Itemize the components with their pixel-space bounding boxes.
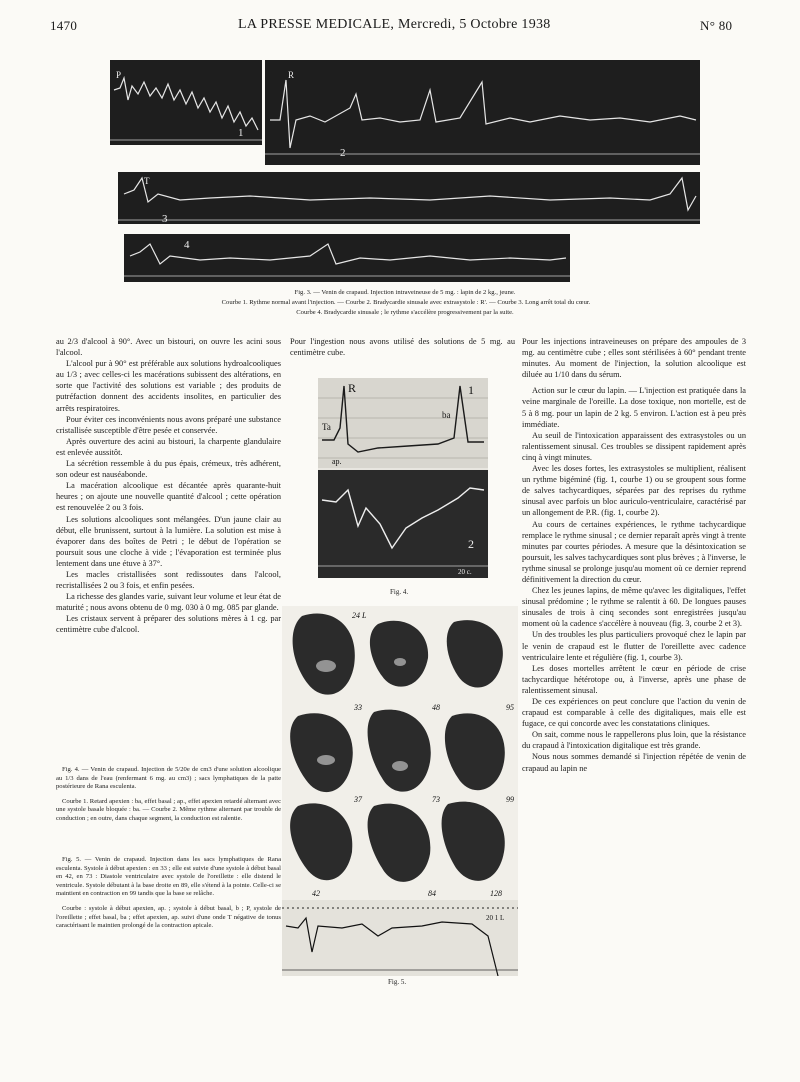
fig3-strip-2 bbox=[265, 60, 700, 165]
page-number: 1470 bbox=[50, 18, 78, 33]
fig5-num-33: 33 bbox=[354, 703, 362, 712]
col3-paragraph: Les doses mortelles arrêtent le cœur en période de crise tachycardique hétérotope ou, à l'inverse, après une phase de ralentissement sinusal. bbox=[522, 663, 746, 695]
fig3-label-r: R bbox=[288, 70, 295, 80]
fig3-ecg-figure bbox=[110, 60, 700, 282]
fig5-num-84: 84 bbox=[428, 889, 436, 898]
fig5-heart-photographs bbox=[282, 606, 518, 976]
col3-paragraph: Pour les injections intraveineuses on prépare des ampoules de 3 mg. au centimètre cube ; elles sont stérilisées à 60° pendant trente minutes. Au moment de l'injection, la solution alcoolique est diluée au 1/10 dans du sérum. bbox=[522, 337, 746, 380]
fig5-num-73: 73 bbox=[432, 795, 440, 804]
fig3-strip-4 bbox=[124, 234, 570, 282]
fig5-label: Fig. 5. bbox=[388, 978, 407, 986]
fig3-strip-3 bbox=[118, 172, 700, 224]
fig5-legend-paragraph: Courbe : systole à début apexien, ap. ; systole à début basal, b ; P, systole de l'oreillette ; effet basal, ba ; effet apexien, ap. suivi d'une onde T négative de tonus caractérisant le maintien prolongé de la contraction apicale. bbox=[56, 904, 281, 930]
fig3-label-t: T bbox=[144, 176, 150, 186]
fig3-caption-line3: Courbe 4. Bradycardie sinusale ; le rythme s'accélère progressivement par la suite. bbox=[296, 309, 514, 316]
fig3-caption-line2: Courbe 1. Rythme normal avant l'injection. — Courbe 2. Bradycardie sinusale avec extrasystole : R'. — Courbe 3. Long arrêt total du cœur. bbox=[221, 299, 591, 306]
fig3-label-curve4: 4 bbox=[184, 239, 190, 251]
col1-paragraph: La macération alcoolique est décantée après quarante-huit heures ; on ajoute une nouvelle quantité d'alcool ; cette opération est renouvelée 2 ou 3 fois. bbox=[56, 481, 281, 513]
fig3-label-p: P bbox=[116, 70, 122, 80]
col1-paragraph: La sécrétion ressemble à du pus épais, crémeux, très adhérent, son odeur est nauséabonde. bbox=[56, 459, 281, 480]
col1-paragraph: Les solutions alcooliques sont mélangées. D'un jaune clair au début, elle brunissent, surtout à la lumière. La solution est mise à évaporer dans des boîtes de Petri ; le début de l'opération se poursuit sous une cloche à vide ; l'évaporation est terminée plus lentement dans une étuve à 37°. bbox=[56, 514, 281, 568]
fig4-legend-paragraph: Fig. 4. — Venin de crapaud. Injection de 5/20e de cm3 d'une solution alcoolique au 1/3 dans de l'eau (renfermant 6 mg. au cm3) ; sacs lymphatiques de la patte postérieure de Rana esculenta. bbox=[56, 766, 281, 791]
col3-paragraph: Au cours de certaines expériences, le rythme tachycardique remplace le rythme sinusal ; ce dernier reparaît après vingt à trente minutes par courtes périodes. A mesure que la désintoxication se poursuit, les salves tachycardiques sont plus brèves ; à l'inverse, le rythme sinusal se prolonge jusqu'au moment où ce dernier reprend définitivement la direction du cœur. bbox=[522, 519, 746, 584]
fig3-label-curve3: 3 bbox=[162, 213, 168, 225]
fig4-legend bbox=[56, 766, 281, 830]
col3-paragraph: Avec les doses fortes, les extrasystoles se multiplient, réalisent un rythme bigéminé (fig. 1, courbe 1) ou se groupent sous forme de salves tachycardiques, séparées par des reprises du rythme sinusal avec parfois un bloc auriculo-ventriculaire, caractérisé par un allongement de P.R. (fig. 1, courbe 2). bbox=[522, 464, 746, 518]
fig4-ecg-figure bbox=[318, 378, 488, 578]
fig3-label-curve2: 2 bbox=[340, 147, 346, 159]
col2-text: Pour l'ingestion nous avons utilisé des solutions de 5 mg. au centimètre cube. bbox=[290, 337, 515, 358]
column-3 bbox=[522, 336, 746, 774]
fig4-label-r: R bbox=[348, 381, 357, 395]
col1-paragraph: au 2/3 d'alcool à 90°. Avec un bistouri, on ouvre les acini sous l'alcool. bbox=[56, 337, 281, 358]
fig5-num-42: 42 bbox=[312, 889, 320, 898]
column-1 bbox=[56, 336, 281, 636]
col3-paragraph: Nous nous sommes demandé si l'injection répétée de venin de crapaud au lapin ne bbox=[522, 752, 746, 773]
col3-paragraph: Un des troubles les plus particuliers provoqué chez le lapin par le venin de crapaud est le flutter de l'oreillette avec cadence ventriculaire lente et régulière (fig. 1, courbe 3). bbox=[522, 630, 746, 662]
journal-header: LA PRESSE MEDICALE, Mercredi, 5 Octobre 1938 bbox=[238, 17, 551, 32]
col3-paragraph: De ces expériences on peut conclure que l'action du venin de crapaud est comparable à celle des digitaliques, mais elle est fugace, ce qui concorde avec les constatations cliniques. bbox=[522, 697, 746, 729]
fig5-num-99: 99 bbox=[506, 795, 514, 804]
fig4-legend-paragraph: Courbe 1. Retard apexien : ba, effet basal ; ap., effet apexien retardé alternant avec une systole basale bloquée : ba. — Courbe 2. Même rythme alternant par trouble de conduction ; en outre, dans chaque segment, la conduction est ralentie. bbox=[56, 797, 281, 822]
fig3-caption-line1: Fig. 3. — Venin de crapaud. Injection intraveineuse de 5 mg. : lapin de 2 kg., jeune. bbox=[294, 289, 516, 296]
fig4-label-ap: ap. bbox=[332, 457, 342, 466]
fig5-num-37: 37 bbox=[354, 795, 362, 804]
col1-paragraph: Les cristaux servent à préparer des solutions mères à 1 cg. par centimètre cube d'alcool. bbox=[56, 614, 281, 635]
fig5-num-time: 20 1 L bbox=[486, 914, 505, 922]
col1-paragraph: Pour éviter ces inconvénients nous avons préparé une substance cristallisée susceptible d'être pesée et conservée. bbox=[56, 414, 281, 435]
fig5-num-128: 128 bbox=[490, 889, 502, 898]
fig5-num-24: 24 L bbox=[352, 611, 367, 620]
fig5-legend-paragraph: Fig. 5. — Venin de crapaud. Injection dans les sacs lymphatiques de Rana esculenta. Systole à début apexien : en 33 ; elle est suivie d'une systole à début basal en 42, en 73 : Diastole ventriculaire avec systole de l'oreillette : elle distend le ventricule. Systole débutant à la base droite en 89, elle s'étend à la pointe. Celle-ci se maintient en contraction en 99 tandis que la base se relâche. bbox=[56, 856, 281, 898]
fig5-num-48: 48 bbox=[432, 703, 440, 712]
fig4-label-time: 20 c. bbox=[458, 568, 472, 576]
fig4-label-trace1: 1 bbox=[468, 383, 474, 397]
fig4-label-ba: ba bbox=[442, 410, 451, 420]
col3-paragraph: Chez les jeunes lapins, de même qu'avec les digitaliques, l'effet sinusal prédomine ; le rythme se ralentit à 60. De longues pauses sinusales de trois à cinq secondes sont enregistrées jusqu'au moment où la cadence s'accélère à nouveau (fig. 3, courbe 2 et 3). bbox=[522, 586, 746, 629]
col3-paragraph: Action sur le cœur du lapin. — L'injection est pratiquée dans la veine marginale de l'oreille. La dose toxique, non mortelle, est de 5 à 8 mg. pour un lapin de 2 kg. 5 environ. L'action est à peu près immédiate. bbox=[522, 386, 746, 429]
fig4-label-ta: Ta bbox=[322, 422, 331, 432]
col1-paragraph: Après ouverture des acini au bistouri, la charpente glandulaire est enlevée aussitôt. bbox=[56, 436, 281, 457]
col3-paragraph: Au seuil de l'intoxication apparaissent des extrasystoles ou un ralentissement sinusal. Ces troubles se dissipent rapidement après cinq à vingt minutes. bbox=[522, 430, 746, 462]
col1-paragraph: L'alcool pur à 90° est préférable aux solutions hydroalcooliques au 1/3 ; avec celles-ci les macérations subissent des altérations, en sorte que l'activité des solutions est variable ; des produits de putréfaction donnent des accidents insolites, en particulier des arrêts respiratoires. bbox=[56, 359, 281, 413]
col3-paragraph: On sait, comme nous le rappellerons plus loin, que la résistance du crapaud à l'intoxication digitalique est très grande. bbox=[522, 730, 746, 751]
issue-number: N° 80 bbox=[700, 18, 733, 33]
col1-paragraph: Les macles cristallisées sont redissoutes dans l'alcool, recristallisées 2 ou 3 fois, et enfin pesées. bbox=[56, 569, 281, 591]
fig5-legend bbox=[56, 856, 281, 937]
col1-paragraph: La richesse des glandes varie, suivant leur volume et leur état de maturité ; nous avons obtenu de 0 mg. 030 à 0 mg. 085 par glande. bbox=[56, 592, 282, 613]
column-2 bbox=[290, 336, 515, 358]
fig5-num-95: 95 bbox=[506, 703, 514, 712]
fig3-label-curve1: 1 bbox=[238, 127, 244, 139]
fig4-label-trace2: 2 bbox=[468, 537, 474, 551]
fig4-label: Fig. 4. bbox=[390, 588, 409, 596]
